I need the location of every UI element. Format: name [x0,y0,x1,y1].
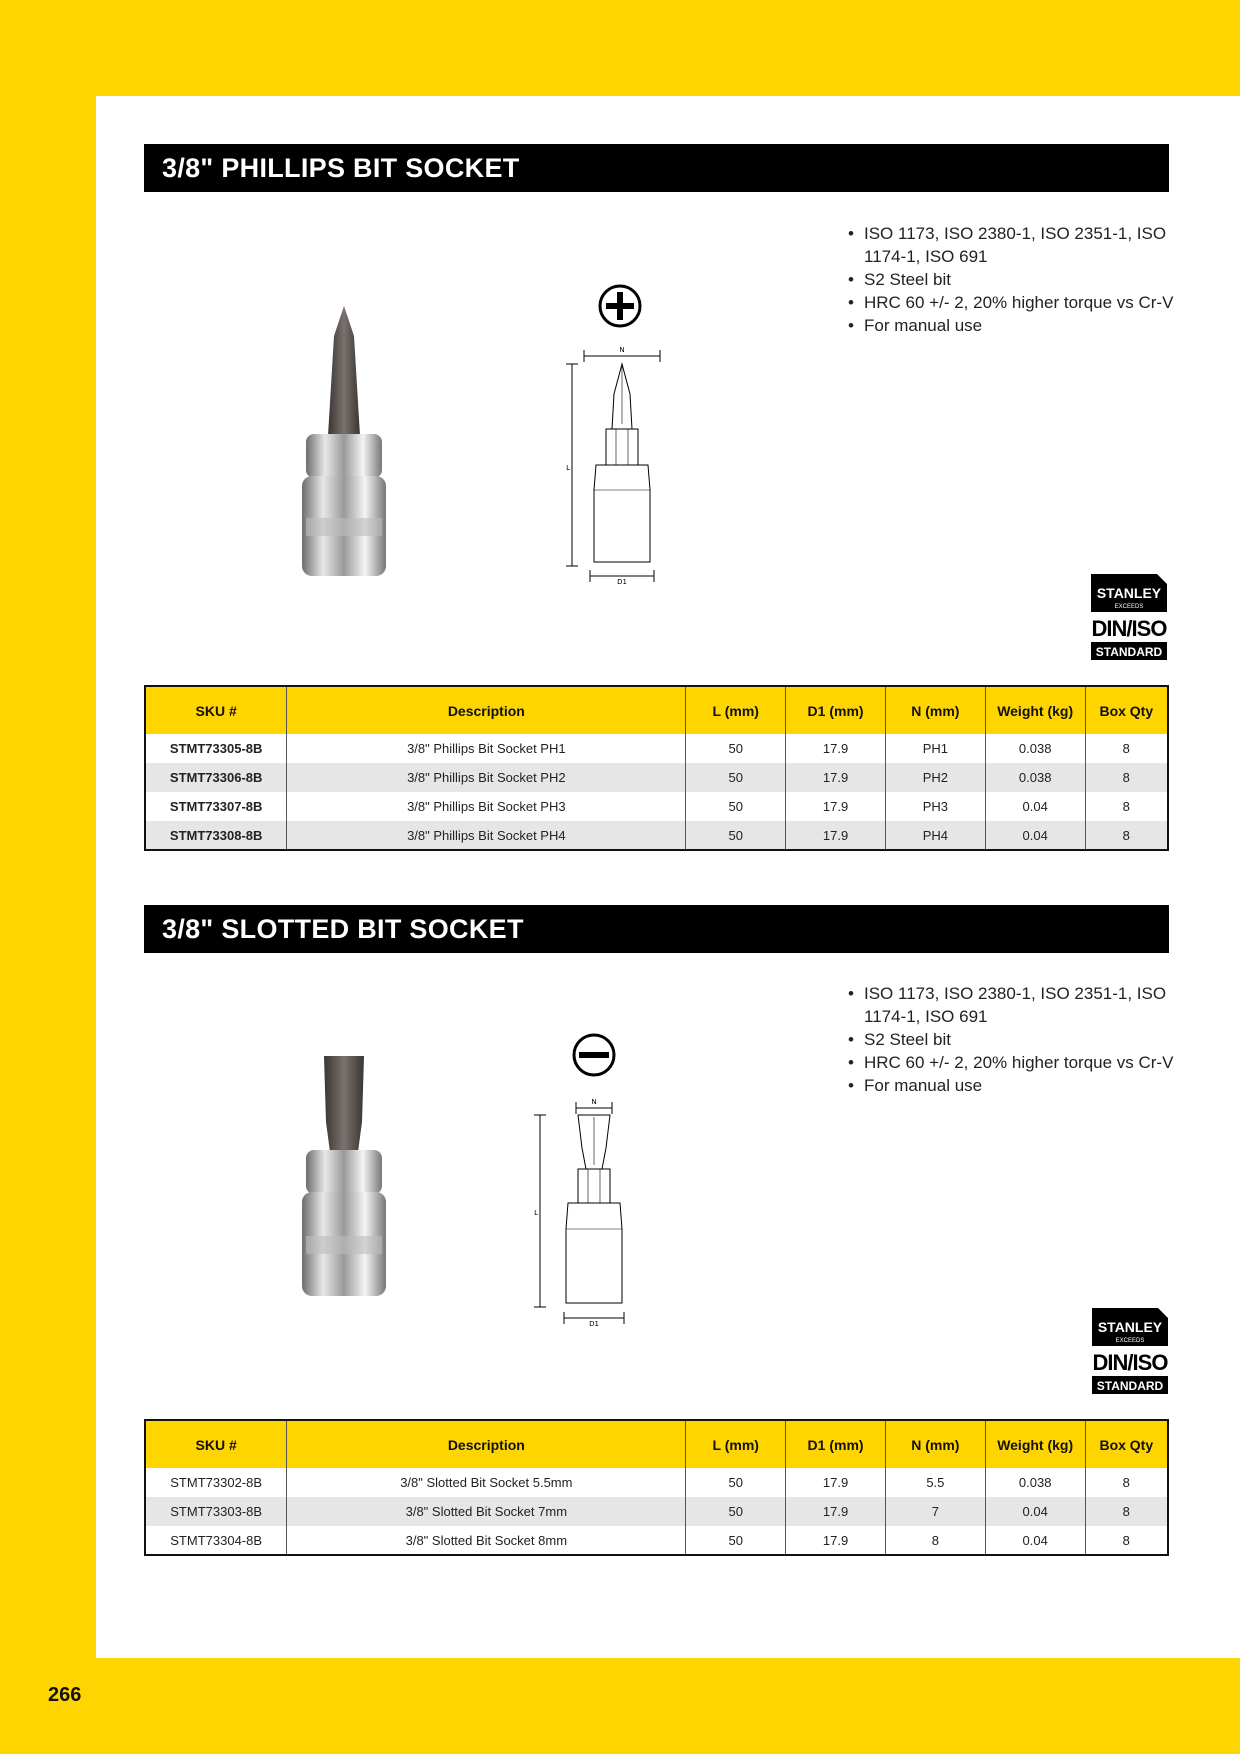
l-cell: 50 [686,1468,786,1497]
n-cell: PH4 [885,821,985,850]
feature-item: • For manual use [848,1074,1188,1097]
column-header: Description [287,1420,686,1468]
d1-cell: 17.9 [786,1526,886,1555]
description-cell: 3/8" Slotted Bit Socket 7mm [287,1497,686,1526]
box-qty-cell: 8 [1122,1532,1130,1548]
column-header: SKU # [145,686,287,734]
l-cell: 50 [686,734,786,763]
description-cell: 3/8" Phillips Bit Socket PH2 [287,763,686,792]
table-header-row [145,1420,1168,1468]
page-number: 266 [48,1684,82,1706]
column-header: N (mm) [885,686,985,734]
svg-text:D1: D1 [589,1320,599,1328]
stanley-din-iso-badge [1091,574,1167,660]
column-header: D1 (mm) [786,1420,886,1468]
svg-text:L: L [534,1209,538,1217]
feature-item: • HRC 60 +/- 2, 20% higher torque vs Cr-V [848,291,1188,314]
d1-cell: 17.9 [786,792,886,821]
weight-cell: 0.038 [985,1468,1085,1497]
n-cell: PH2 [885,763,985,792]
box-qty-cell: 8 [1085,821,1168,850]
column-header: SKU # [145,1420,287,1468]
phillips-spec-table [144,685,1169,851]
description-cell: 3/8" Phillips Bit Socket PH1 [287,734,686,763]
table-row [145,763,1168,792]
d1-cell: 17.9 [786,1497,886,1526]
section-title: 3/8" PHILLIPS BIT SOCKET [144,144,1169,192]
column-header: Box Qty [1085,1420,1168,1468]
description-cell: 3/8" Slotted Bit Socket 8mm [287,1526,686,1555]
svg-text:STANDARD: STANDARD [1095,645,1163,659]
catalog-page [96,96,1240,1658]
sku-cell: STMT73304-8B [145,1526,287,1555]
table-row [145,821,1168,850]
d1-cell: 17.9 [786,821,886,850]
svg-text:STANDARD: STANDARD [1096,1379,1164,1393]
section-title: 3/8" SLOTTED BIT SOCKET [144,905,1169,953]
l-cell: 50 [686,1497,786,1526]
column-header: D1 (mm) [786,686,886,734]
description-cell: 3/8" Phillips Bit Socket PH3 [287,792,686,821]
column-header: N (mm) [885,1420,985,1468]
column-header: L (mm) [686,1420,786,1468]
description-cell: 3/8" Phillips Bit Socket PH4 [287,821,686,850]
column-header: Box Qty [1085,686,1168,734]
weight-cell: 0.038 [985,763,1085,792]
phillips-section [144,144,1174,856]
sku-cell: STMT73306-8B [145,763,287,792]
box-qty-cell: 8 [1122,1475,1130,1490]
column-header: Weight (kg) [985,1420,1085,1468]
feature-list [848,982,1188,1097]
weight-cell: 0.04 [985,821,1085,850]
sku-cell: STMT73307-8B [145,792,287,821]
l-cell: 50 [686,763,786,792]
svg-text:D1: D1 [617,578,627,584]
feature-item: • For manual use [848,314,1188,337]
n-cell: 8 [885,1526,985,1555]
sku-cell: STMT73303-8B [145,1497,287,1526]
d1-cell: 17.9 [786,763,886,792]
sku-cell: STMT73308-8B [145,821,287,850]
slotted-section [144,905,1174,1605]
svg-text:STANLEY: STANLEY [1097,1319,1163,1335]
box-qty-cell: 8 [1085,763,1168,792]
column-header: Description [287,686,686,734]
svg-text:EXCEEDS: EXCEEDS [1115,1338,1145,1344]
table-row [145,1526,1168,1555]
sku-cell: STMT73302-8B [145,1468,287,1497]
slotted-spec-table [144,1419,1169,1556]
svg-text:EXCEEDS: EXCEEDS [1114,604,1144,610]
l-cell: 50 [686,1526,786,1555]
svg-text:STANLEY: STANLEY [1096,585,1162,601]
svg-text:DIN/ISO: DIN/ISO [1091,616,1167,641]
table-row [145,1497,1168,1526]
box-qty-cell: 8 [1122,741,1130,756]
slotted-technical-drawing [524,1033,644,1333]
table-header-row [145,686,1168,734]
n-cell: PH1 [885,734,985,763]
n-cell: 5.5 [885,1468,985,1497]
d1-cell: 17.9 [786,734,886,763]
feature-list [848,222,1188,337]
n-cell: PH3 [885,792,985,821]
svg-text:N: N [619,346,625,354]
column-header: Weight (kg) [985,686,1085,734]
weight-cell: 0.04 [985,1526,1085,1555]
l-cell: 50 [686,821,786,850]
svg-text:L: L [566,464,570,472]
svg-text:N: N [591,1098,597,1106]
weight-cell: 0.04 [985,792,1085,821]
weight-cell: 0.04 [985,1497,1085,1526]
l-cell: 50 [686,792,786,821]
feature-item: • HRC 60 +/- 2, 20% higher torque vs Cr-V [848,1051,1188,1074]
slotted-socket-photo [284,1022,404,1322]
column-header: L (mm) [686,686,786,734]
feature-item: • ISO 1173, ISO 2380-1, ISO 2351-1, ISO 1174-1, ISO 691 [848,982,1188,1028]
table-row [145,734,1168,763]
description-cell: 3/8" Slotted Bit Socket 5.5mm [287,1468,686,1497]
sku-cell: STMT73305-8B [145,734,287,763]
box-qty-cell: 8 [1085,1497,1168,1526]
svg-text:DIN/ISO: DIN/ISO [1092,1350,1168,1375]
n-cell: 7 [885,1497,985,1526]
phillips-socket-photo [284,306,404,606]
stanley-din-iso-badge [1092,1308,1168,1394]
phillips-technical-drawing [554,284,674,584]
table-row [145,792,1168,821]
d1-cell: 17.9 [786,1468,886,1497]
weight-cell: 0.038 [985,734,1085,763]
box-qty-cell: 8 [1122,799,1130,814]
feature-item: • S2 Steel bit [848,268,1188,291]
feature-item: • ISO 1173, ISO 2380-1, ISO 2351-1, ISO 1174-1, ISO 691 [848,222,1188,268]
feature-item: • S2 Steel bit [848,1028,1188,1051]
table-row [145,1468,1168,1497]
